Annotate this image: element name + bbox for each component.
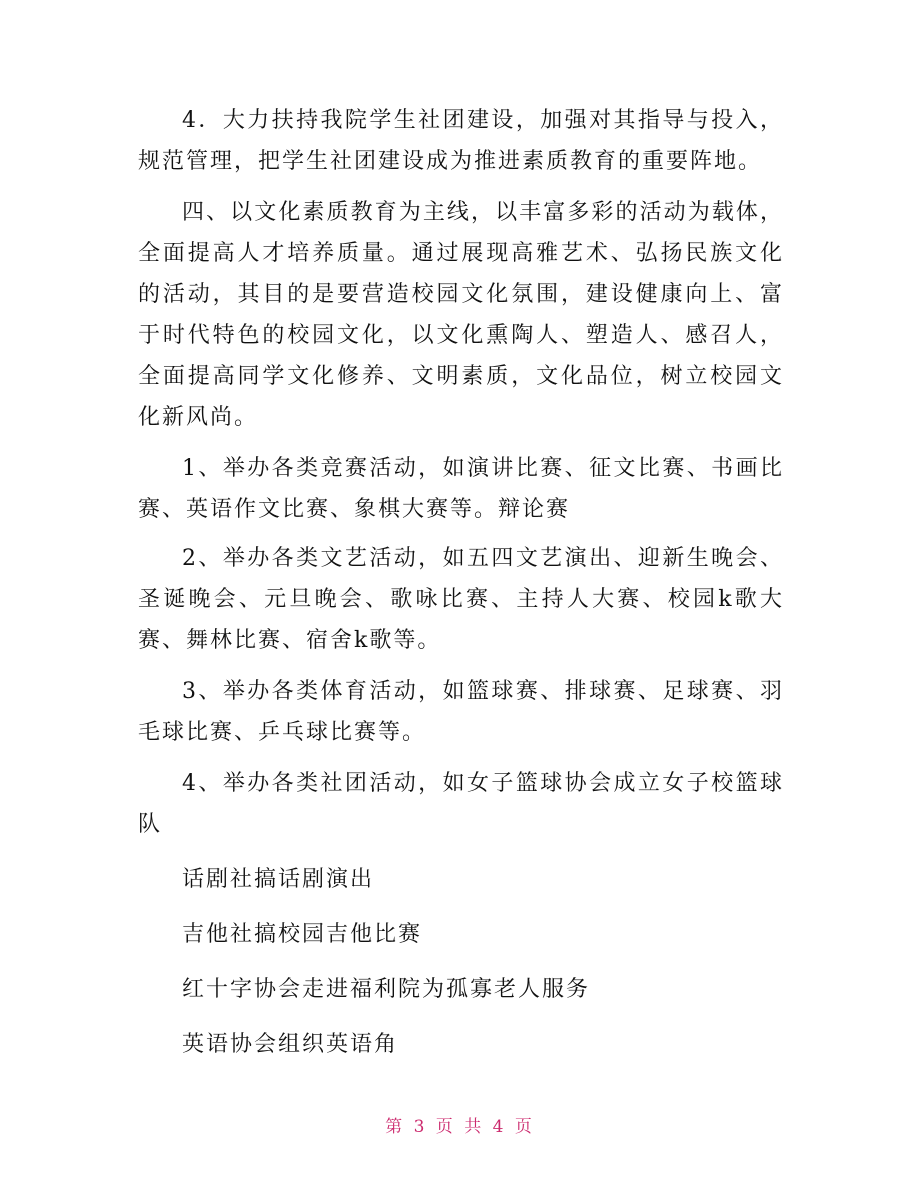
line-drama-club: 话剧社搞话剧演出 (182, 867, 375, 892)
line-red-cross: 红十字协会走进福利院为孤寡老人服务 (182, 977, 591, 1002)
footer-label-page: 第 (385, 1117, 406, 1137)
paragraph-4: 2、举办各类文艺活动，如五四文艺演出、迎新生晚会、圣诞晚会、元旦晚会、歌咏比赛、主持人大赛、校园k歌大赛、舞林比赛、宿舍k歌等。 (138, 546, 784, 653)
footer-total-pages: 4 (492, 1117, 507, 1137)
footer-label-total: 共 (464, 1117, 485, 1137)
footer-current-page: 3 (413, 1117, 428, 1137)
paragraph-3: 1、举办各类竞赛活动，如演讲比赛、征文比赛、书画比赛、英语作文比赛、象棋大赛等。辩论赛 (138, 456, 784, 522)
paragraph-5: 3、举办各类体育活动，如篮球赛、排球赛、足球赛、羽毛球比赛、乒乓球比赛等。 (138, 679, 784, 745)
footer-label-ye: 页 (435, 1117, 456, 1137)
document-body (138, 100, 784, 1065)
page-footer (0, 1112, 920, 1137)
line-english-club: 英语协会组织英语角 (182, 1032, 399, 1057)
footer-label-ye-2: 页 (514, 1117, 535, 1137)
line-guitar-club: 吉他社搞校园吉他比赛 (182, 922, 423, 947)
paragraph-2: 四、以文化素质教育为主线，以丰富多彩的活动为载体，全面提高人才培养质量。通过展现高雅艺术、弘扬民族文化的活动，其目的是要营造校园文化氛围，建设健康向上、富于时代特色的校园文化，以文化熏陶人、塑造人、感召人，全面提高同学文化修养、文明素质，文化品位，树立校园文化新风尚。 (138, 200, 784, 430)
paragraph-6: 4、举办各类社团活动，如女子篮球协会成立女子校篮球队 (138, 771, 784, 837)
paragraph-1: 4．大力扶持我院学生社团建设，加强对其指导与投入，规范管理，把学生社团建设成为推进素质教育的重要阵地。 (138, 108, 784, 174)
